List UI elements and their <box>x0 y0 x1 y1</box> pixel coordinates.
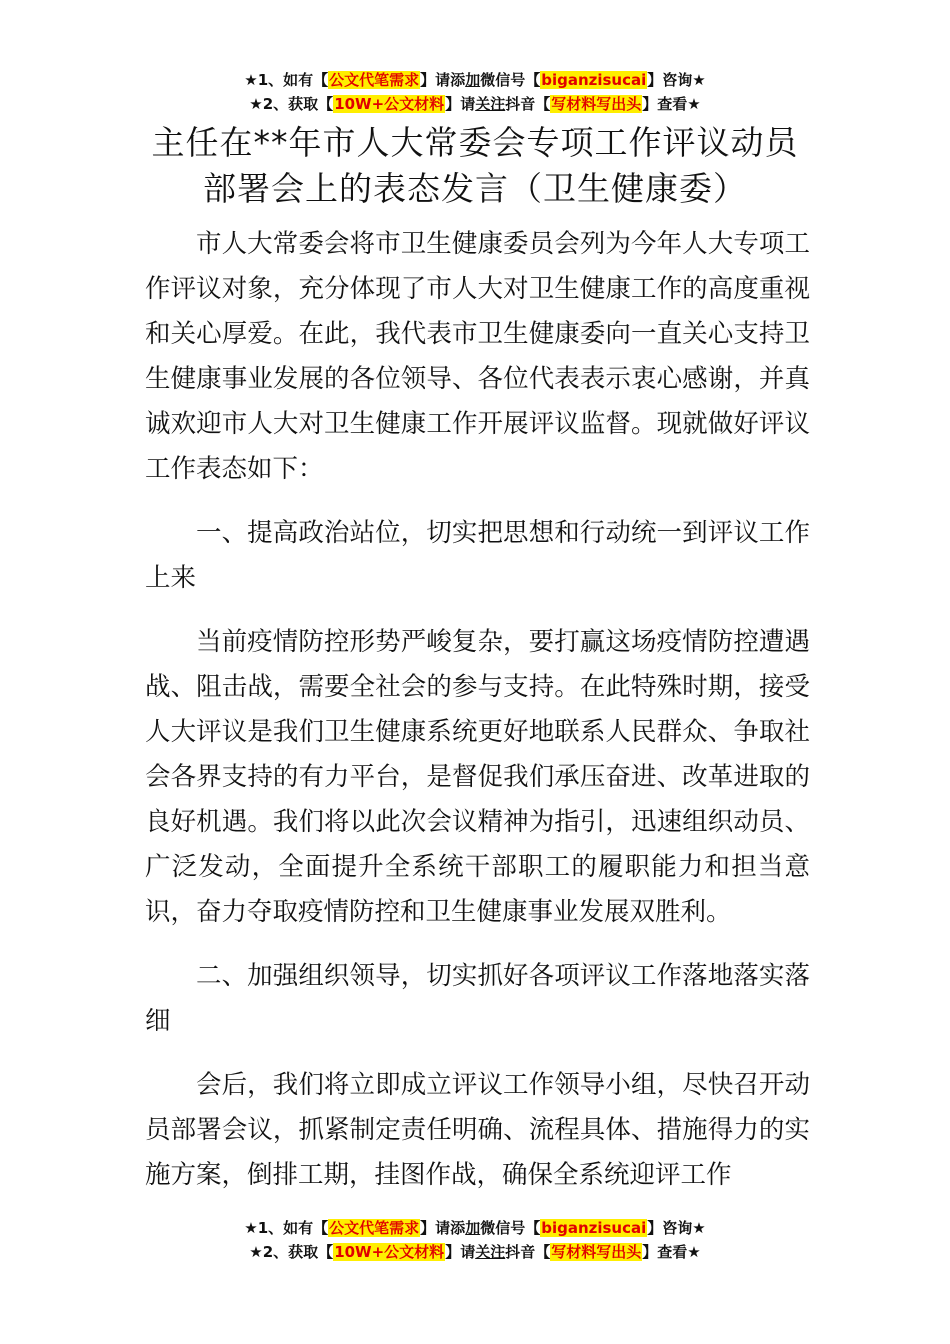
paragraph-intro: 市人大常委会将市卫生健康委员会列为今年人大专项工作评议对象，充分体现了市人大对卫生健康工作的高度重视和关心厚爱。在此，我代表市卫生健康委向一直关心支持卫生健康事业发展的各位领导、各位代表表示衷心感谢，并真诚欢迎市人大对卫生健康工作开展评议监督。现就做好评议工作表态如下： <box>145 229 810 484</box>
promo-highlight: 公文代笔需求 <box>329 1219 420 1237</box>
promo-highlight: 10W+公文材料 <box>334 95 445 113</box>
document-body <box>145 222 810 1217</box>
promo-text: 】查看★ <box>642 95 701 113</box>
promo-text: 抖音【 <box>505 1243 551 1261</box>
section-heading-2: 二、加强组织领导，切实抓好各项评议工作落地落实落细 <box>145 961 810 1036</box>
paragraph-section-1: 当前疫情防控形势严峻复杂，要打赢这场疫情防控遭遇战、阻击战，需要全社会的参与支持。在此特殊时期，接受人大评议是我们卫生健康系统更好地联系人民群众、争取社会各界支持的有力平台，是督促我们承压奋进、改革进取的良好机遇。我们将以此次会议精神为指引，迅速组织动员、广泛发动，全面提升全系统干部职工的履职能力和担当意识，奋力夺取疫情防控和卫生健康事业发展双胜利。 <box>145 627 810 927</box>
promo-highlight: 写材料写出头 <box>551 1243 642 1261</box>
promo-text: 】请 <box>445 1243 476 1261</box>
promo-highlight: 公文代笔需求 <box>329 71 420 89</box>
promo-highlight: 10W+公文材料 <box>334 1243 445 1261</box>
promo-text: 】查看★ <box>642 1243 701 1261</box>
promo-underlined-text: 加 <box>465 1219 481 1237</box>
title-line-1: 主任在**年市人大常委会专项工作评议动员 <box>151 123 799 162</box>
promo-text: ★2、获取【 <box>249 1243 334 1261</box>
promo-text: 】咨询★ <box>647 1219 706 1237</box>
promo-line-1 <box>0 1216 950 1240</box>
promo-text: ★1、如有【 <box>244 1219 329 1237</box>
promo-underlined-text: 关注 <box>475 95 506 113</box>
paragraph-section-2: 会后，我们将立即成立评议工作领导小组，尽快召开动员部署会议，抓紧制定责任明确、流程具体、措施得力的实施方案，倒排工期，挂图作战，确保全系统迎评工作 <box>145 1070 810 1190</box>
promo-line-2 <box>0 1240 950 1264</box>
promo-text: 】请添 <box>420 1219 466 1237</box>
promo-text: 】咨询★ <box>647 71 706 89</box>
promo-text: ★1、如有【 <box>244 71 329 89</box>
promo-banner-top <box>0 68 950 116</box>
promo-banner-bottom <box>0 1216 950 1264</box>
promo-text: 】请添 <box>420 71 466 89</box>
promo-line-1 <box>0 68 950 92</box>
promo-highlight: 写材料写出头 <box>551 95 642 113</box>
promo-text: 微信号【 <box>480 71 541 89</box>
promo-text: 抖音【 <box>505 95 551 113</box>
promo-text: 微信号【 <box>480 1219 541 1237</box>
title-line-2: 部署会上的表态发言（卫生健康委） <box>203 169 747 208</box>
section-heading-1: 一、提高政治站位，切实把思想和行动统一到评议工作上来 <box>145 518 810 593</box>
promo-text: 】请 <box>445 95 476 113</box>
promo-highlight: biganzisucai <box>541 71 647 89</box>
promo-underlined-text: 关注 <box>475 1243 506 1261</box>
promo-text: ★2、获取【 <box>249 95 334 113</box>
document-title <box>0 120 950 212</box>
promo-underlined-text: 加 <box>465 71 481 89</box>
promo-highlight: biganzisucai <box>541 1219 647 1237</box>
promo-line-2 <box>0 92 950 116</box>
